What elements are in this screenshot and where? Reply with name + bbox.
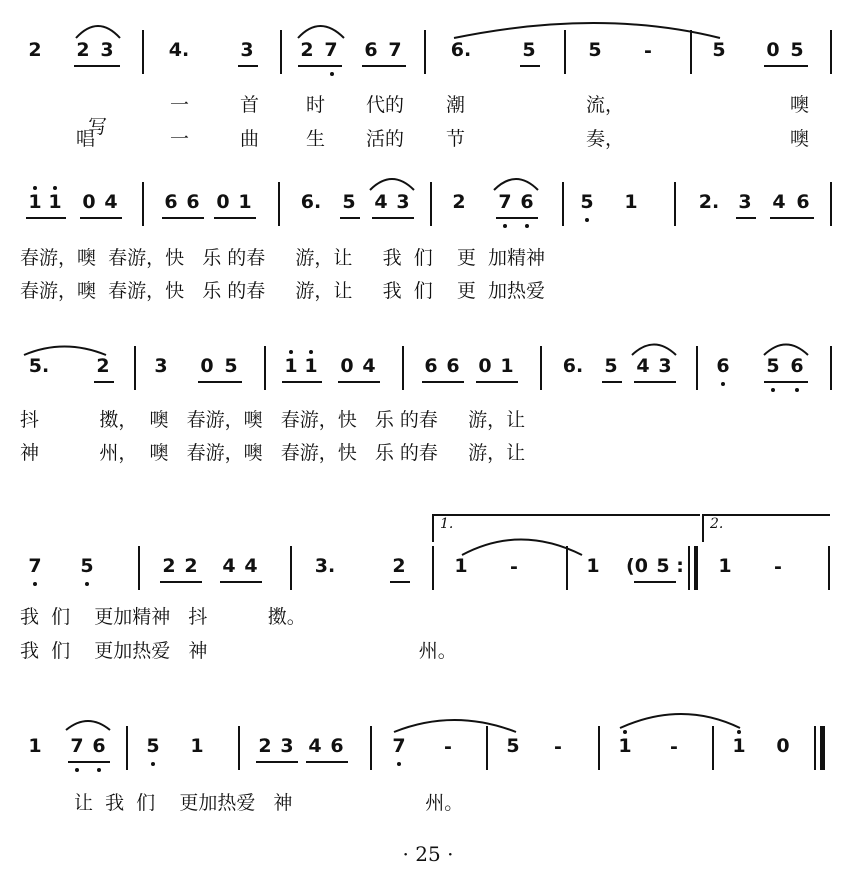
beam (372, 217, 414, 219)
barline (830, 346, 832, 390)
note: 2 (452, 191, 466, 213)
note: 3. (314, 555, 336, 577)
note: 5 (604, 355, 618, 377)
note: 7 (388, 39, 402, 61)
note: 1 (48, 191, 62, 213)
lyric-1v2-h: 噢 (790, 128, 810, 150)
beam (26, 217, 66, 219)
note: 1 (190, 735, 204, 757)
note: 2 (258, 735, 272, 757)
barline (432, 546, 434, 590)
score-line-2 (0, 182, 856, 242)
barline (238, 726, 240, 770)
high-dot (53, 186, 57, 190)
beam (476, 381, 518, 383)
note: 1 (454, 555, 468, 577)
high-dot (33, 186, 37, 190)
lyric-1v1-f: 潮 (446, 94, 466, 116)
note: 6 (164, 191, 178, 213)
score-line-4 (0, 546, 856, 606)
dash: - (510, 556, 518, 578)
barline (814, 726, 816, 770)
barline (598, 726, 600, 770)
dash: - (670, 736, 678, 758)
note: 4 (104, 191, 118, 213)
note: 6 (424, 355, 438, 377)
barline (264, 346, 266, 390)
note: 6 (520, 191, 534, 213)
note: 3 (100, 39, 114, 61)
note: 7 (70, 735, 84, 757)
note: 7 (392, 735, 406, 757)
lyric-line-4-v1: 我 们 更加精神 抖 擞。 (20, 606, 306, 628)
low-dot (97, 768, 101, 772)
barline (562, 182, 564, 226)
beam (634, 581, 676, 583)
note: 6 (446, 355, 460, 377)
low-dot (85, 582, 89, 586)
note: 5 (790, 39, 804, 61)
barline (430, 182, 432, 226)
note: 1 (304, 355, 318, 377)
note: 0 (478, 355, 492, 377)
barline (126, 726, 128, 770)
volta-label-2: 2. (710, 516, 724, 532)
note: 0 (776, 735, 790, 757)
page-number: · 25 · (402, 842, 454, 866)
barline (712, 726, 714, 770)
note: 5 (580, 191, 594, 213)
note: 1 (718, 555, 732, 577)
barline (696, 346, 698, 390)
beam (198, 381, 242, 383)
note: (0 (626, 555, 648, 577)
dash: - (644, 40, 652, 62)
dash: - (774, 556, 782, 578)
repeat-colon: : (676, 555, 684, 577)
low-dot (503, 224, 507, 228)
lyric-1v2-c: 曲 (240, 128, 260, 150)
note: 1 (238, 191, 252, 213)
note: 6 (330, 735, 344, 757)
lyric-line-4-v2: 我 们 更加热爱 神 州。 (20, 640, 457, 662)
note: 4 (244, 555, 258, 577)
beam (338, 381, 380, 383)
note: 2. (698, 191, 720, 213)
beam (80, 217, 122, 219)
lyric-1v1-g: 流， (586, 94, 625, 116)
note: 3 (658, 355, 672, 377)
note: 1 (586, 555, 600, 577)
beam (736, 217, 756, 219)
note: 5 (712, 39, 726, 61)
low-dot (525, 224, 529, 228)
note: 7 (498, 191, 512, 213)
barline (828, 546, 830, 590)
note: 1 (618, 735, 632, 757)
lyric-line-3-v2: 神 州， 噢 春游，噢 春游，快 乐 的春 游，让 (20, 442, 526, 464)
barline (290, 546, 292, 590)
beam (214, 217, 256, 219)
note: 6 (186, 191, 200, 213)
low-dot (585, 218, 589, 222)
beam (220, 581, 262, 583)
note: 4 (222, 555, 236, 577)
note: 3 (280, 735, 294, 757)
note: 4 (308, 735, 322, 757)
barline (278, 182, 280, 226)
repeat-barline (694, 546, 698, 590)
lyric-1v2-d: 生 (306, 128, 326, 150)
low-dot (151, 762, 155, 766)
low-dot (721, 382, 725, 386)
note: 1 (500, 355, 514, 377)
note: 3 (738, 191, 752, 213)
beam (770, 217, 814, 219)
note: 7 (28, 555, 42, 577)
note: 7 (324, 39, 338, 61)
note: 5 (506, 735, 520, 757)
note: 6 (790, 355, 804, 377)
lyric-1v1-c: 首 (240, 94, 260, 116)
note: 5 (224, 355, 238, 377)
note: 5 (766, 355, 780, 377)
note: 4 (772, 191, 786, 213)
note: 1 (28, 735, 42, 757)
note: 0 (340, 355, 354, 377)
dash: - (444, 736, 452, 758)
note: 2 (162, 555, 176, 577)
score-line-3 (0, 346, 856, 406)
note: 5. (28, 355, 50, 377)
barline (688, 546, 690, 590)
lyric-1v1-e: 代的 (366, 94, 405, 116)
note: 0 (216, 191, 230, 213)
barline (142, 182, 144, 226)
beam (390, 581, 410, 583)
beam (496, 217, 538, 219)
final-barline (820, 726, 825, 770)
lyric-1v2-b: 一 (170, 128, 190, 150)
note: 4 (362, 355, 376, 377)
barline (402, 346, 404, 390)
lyric-line-3-v1: 抖 擞， 噢 春游，噢 春游，快 乐 的春 游，让 (20, 409, 526, 431)
lyric-1v2-a: 唱 (76, 128, 96, 150)
high-dot (289, 350, 293, 354)
note: 6 (92, 735, 106, 757)
note: 3 (396, 191, 410, 213)
high-dot (309, 350, 313, 354)
low-dot (795, 388, 799, 392)
note: 1 (284, 355, 298, 377)
beam (160, 581, 202, 583)
lyric-1v1-d: 时 (306, 94, 326, 116)
note: 5 (522, 39, 536, 61)
high-dot (737, 730, 741, 734)
lyric-1v2-g: 奏， (586, 128, 625, 150)
barline (486, 726, 488, 770)
beam (282, 381, 322, 383)
note: 2 (96, 355, 110, 377)
barline (540, 346, 542, 390)
note: 5 (656, 555, 670, 577)
barline (138, 546, 140, 590)
note: 2 (300, 39, 314, 61)
beam (422, 381, 464, 383)
note: 6. (300, 191, 322, 213)
note: 5 (146, 735, 160, 757)
note: 3 (154, 355, 168, 377)
dash: - (554, 736, 562, 758)
beam (602, 381, 622, 383)
lyric-line-2-v1: 春游，噢 春游，快 乐 的春 游，让 我 们 更 加精神 (20, 247, 545, 269)
note: 4. (168, 39, 190, 61)
lyric-1v2-f: 节 (446, 128, 466, 150)
beam (764, 381, 808, 383)
note: 6. (562, 355, 584, 377)
lyric-line-2-v2: 春游，噢 春游，快 乐 的春 游，让 我 们 更 加热爱 (20, 280, 545, 302)
lyric-1v2-e: 活的 (366, 128, 405, 150)
lyric-1v1-b: 一 (170, 94, 190, 116)
barline (370, 726, 372, 770)
note: 1 (624, 191, 638, 213)
beam (94, 381, 114, 383)
beam (634, 381, 676, 383)
beam (340, 217, 360, 219)
note: 1 (28, 191, 42, 213)
beam (306, 761, 348, 763)
low-dot (75, 768, 79, 772)
note: 6 (796, 191, 810, 213)
note: 6 (364, 39, 378, 61)
note: 2 (184, 555, 198, 577)
note: 5 (342, 191, 356, 213)
note: 5 (80, 555, 94, 577)
barline (134, 346, 136, 390)
beam (68, 761, 110, 763)
note: 1 (732, 735, 746, 757)
note: 4 (374, 191, 388, 213)
note: 2 (392, 555, 406, 577)
score-line-5 (0, 726, 856, 786)
lyric-1v1-h: 噢 (790, 94, 810, 116)
note: 2 (76, 39, 90, 61)
beam (256, 761, 298, 763)
volta-bracket-1 (432, 514, 700, 542)
barline (566, 546, 568, 590)
barline (674, 182, 676, 226)
lyric-char: 写 (88, 116, 108, 138)
note: 5 (588, 39, 602, 61)
note: 6 (716, 355, 730, 377)
note: 4 (636, 355, 650, 377)
note: 0 (82, 191, 96, 213)
note: 3 (240, 39, 254, 61)
note: 0 (200, 355, 214, 377)
note: 2 (28, 39, 42, 61)
low-dot (397, 762, 401, 766)
lyric-line-5: 让 我 们 更加热爱 神 州。 (74, 792, 464, 814)
high-dot (623, 730, 627, 734)
volta-label-1: 1. (440, 516, 454, 532)
low-dot (33, 582, 37, 586)
note: 6. (450, 39, 472, 61)
low-dot (771, 388, 775, 392)
note: 0 (766, 39, 780, 61)
beam (162, 217, 204, 219)
barline (830, 182, 832, 226)
